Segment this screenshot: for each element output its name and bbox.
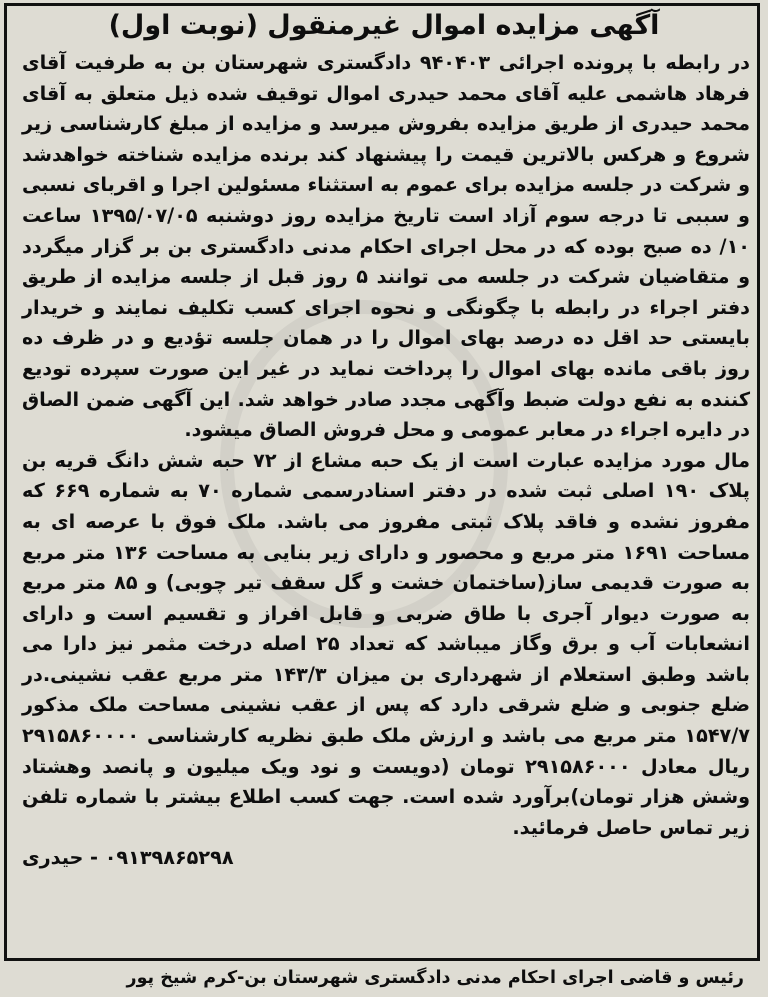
notice-title: آگهی مزایده اموال غیرمنقول (نوبت اول) (108, 10, 660, 41)
contact-phone: ۰۹۱۳۹۸۶۵۲۹۸ - حیدری (22, 846, 234, 870)
auction-notice (8, 6, 760, 874)
notice-paragraph-property: مال مورد مزایده عبارت است از یک حبه مشاع از ۷۲ حبه شش دانگ قریه بن پلاک ۱۹۰ اصلی ثبت شده در دفتر اسنادرسمی شماره ۷۰ به شماره ۶۶۹ که مفروز نشده و فاقد پلاک ثبتی مفروز می باشد. ملک فوق با عرصه ای به مساحت ۱۶۹۱ متر مربع و محصور و دارای زیر بنایی به مساحت ۱۳۶ متر مربع به صورت قدیمی ساز(ساختمان خشت و گل سقف تیر چوبی) و ۸۵ متر مربع به صورت دیوار آجری با طاق ضربی و قابل افراز و تقسیم است و دارای انشعابات آب و برق وگاز میباشد که تعداد ۲۵ اصله درخت مثمر نیز دارا می باشد وطبق استعلام از شهرداری بن میزان ۱۴۳/۳ متر مربع عقب نشینی.در ضلع جنوبی و ضلع شرقی دارد که پس از عقب نشینی مساحت ملک مذکور ۱۵۴۷/۷ متر مربع می باشد و ارزش ملک طبق نظریه کارشناسی ۲۹۱۵۸۶۰۰۰۰ ریال معادل ۲۹۱۵۸۶۰۰۰ تومان (دویست و نود ویک میلیون و پانصد وهشتاد وشش هزار تومان)برآورد شده است. جهت کسب اطلاع بیشتر با شماره تلفن زیر تماس حاصل فرمائید. (22, 448, 751, 839)
notice-paragraph-terms: در رابطه با پرونده اجرائی ۹۴۰۴۰۳ دادگستری شهرستان بن به طرفیت آقای فرهاد هاشمی علیه آقای محمد حیدری اموال توقیف شده ذیل متعلق به آقای محمد حیدری از طریق مزایده بفروش میرسد و مزایده از مبلغ کارشناسی زیر شروع و هرکس بالاترین قیمت را پیشنهاد کند برنده مزایده شناخته خواهدشد و شرکت در جلسه مزایده برای عموم به استثناء مسئولین اجرا و اقربای نسبی و سببی تا درجه سوم آزاد است تاریخ مزایده روز دوشنبه ۱۳۹۵/۰۷/۰۵ ساعت ۱۰/ ده صبح بوده که در محل اجرای احکام مدنی دادگستری بن بر گزار میگردد و متقاضیان شرکت در جلسه می توانند ۵ روز قبل از جلسه مزایده از طریق دفتر اجراء در رابطه با چگونگی و نحوه اجرای کسب تکلیف نمایند و خریدار بایستی حد اقل ده درصد بهای اموال را در همان جلسه تؤدیع و در ظرف ده روز باقی مانده بهای اموال را پرداخت نماید در غیر این صورت سپرده تودیع کننده به نفع دولت ضبط وآگهی مجدد صادر خواهد شد. این آگهی ضمن الصاق در دایره اجراء در معابر عمومی و محل فروش الصاق میشود. (22, 51, 751, 442)
notice-signature: رئیس و قاضی اجرای احکام مدنی دادگستری شهرستان بن-کرم شیخ پور (126, 968, 744, 988)
